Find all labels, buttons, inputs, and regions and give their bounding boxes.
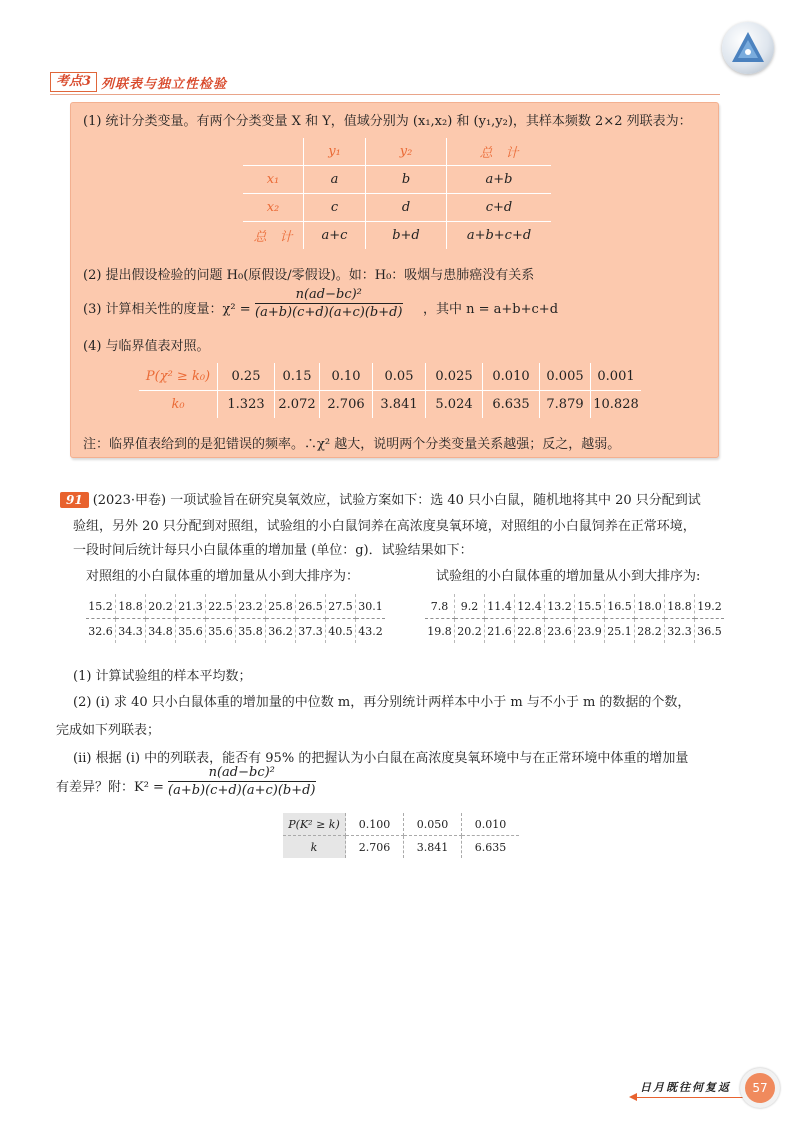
contingency-row (243, 166, 551, 194)
data-cell: 35.6 (176, 619, 206, 644)
k-critical-p-row (283, 813, 519, 836)
data-cell: 32.6 (86, 619, 116, 644)
k-critical-k-value: 3.841 (404, 836, 462, 859)
data-cell: 40.5 (326, 619, 356, 644)
footer-line (636, 1097, 744, 1098)
chi-square-denominator: (a+b)(c+d)(a+c)(b+d) (255, 305, 403, 320)
data-cell: 19.8 (425, 619, 455, 644)
control-row (86, 619, 385, 644)
data-cell: 35.8 (236, 619, 266, 644)
critical-p-row (139, 363, 641, 391)
data-cell: 34.3 (116, 619, 146, 644)
test-row (425, 619, 724, 644)
section-title: 列联表与独立性检验 (101, 76, 228, 92)
panel-item-1: (1) 统计分类变量。有两个分类变量 X 和 Y，值域分别为 (x₁,x₂) 和 (y₁,y₂)，其样本频数 2×2 列联表为： (83, 114, 692, 129)
critical-k-value: 7.879 (540, 391, 591, 419)
test-group-title: 试验组的小白鼠体重的增加量从小到大排序为: (436, 569, 701, 584)
critical-p-value: 0.025 (426, 363, 483, 391)
data-cell: 25.8 (266, 594, 296, 619)
data-cell: 16.5 (605, 594, 635, 619)
question-part-1: (1) 计算试验组的样本平均数； (73, 669, 252, 684)
critical-k-value: 5.024 (426, 391, 483, 419)
data-cell: 30.1 (356, 594, 386, 619)
knowledge-panel (70, 102, 719, 458)
data-cell: 20.2 (455, 619, 485, 644)
data-cell: 9.2 (455, 594, 485, 619)
panel-item-4: (4) 与临界值表对照。 (83, 339, 210, 354)
critical-value-table (139, 363, 641, 418)
section-tag: 考点3 (50, 72, 97, 92)
panel-item-3-prefix: (3) 计算相关性的度量：χ² = (83, 302, 251, 317)
k-critical-p-value: 0.100 (346, 813, 404, 836)
data-cell: 11.4 (485, 594, 515, 619)
question-part-2a: (2) (ⅰ) 求 40 只小白鼠体重的增加量的中位数 m，再分别统计两样本中小于 m 与不小于 m 的数据的个数， (73, 695, 691, 710)
contingency-cell: d (366, 194, 447, 222)
question-part-3b: 有差异？附：K² = (56, 780, 164, 795)
corner-badge-icon (722, 22, 774, 74)
data-cell: 36.2 (266, 619, 296, 644)
data-cell: 22.5 (206, 594, 236, 619)
question-number-badge: 91 (60, 492, 89, 508)
critical-p-value: 0.25 (218, 363, 275, 391)
contingency-header-cell (243, 138, 304, 166)
data-cell: 15.5 (575, 594, 605, 619)
contingency-cell: c+d (447, 194, 552, 222)
k-square-formula (168, 765, 316, 798)
data-cell: 18.8 (665, 594, 695, 619)
critical-p-value: 0.15 (275, 363, 320, 391)
critical-k-value: 1.323 (218, 391, 275, 419)
section-header (50, 72, 227, 92)
control-group-title: 对照组的小白鼠体重的增加量从小到大排序为： (86, 569, 360, 584)
contingency-header-row (243, 138, 551, 166)
k-square-denominator: (a+b)(c+d)(a+c)(b+d) (168, 783, 316, 798)
k-square-numerator: n(ad−bc)² (168, 765, 316, 782)
data-cell: 21.3 (176, 594, 206, 619)
data-cell: 19.2 (695, 594, 725, 619)
contingency-cell: b+d (366, 222, 447, 250)
data-cell: 34.8 (146, 619, 176, 644)
k-critical-p-label: P(K² ≥ k) (283, 813, 346, 836)
test-row (425, 594, 724, 619)
data-cell: 23.6 (545, 619, 575, 644)
k-critical-k-label: k (283, 836, 346, 859)
critical-p-value: 0.05 (373, 363, 426, 391)
contingency-row-label: x₂ (243, 194, 304, 222)
contingency-cell: a+c (304, 222, 366, 250)
k-critical-k-value: 2.706 (346, 836, 404, 859)
contingency-row (243, 222, 551, 250)
contingency-row-label: x₁ (243, 166, 304, 194)
data-cell: 36.5 (697, 624, 722, 638)
triangle-logo-icon (728, 28, 768, 68)
critical-p-value: 0.10 (320, 363, 373, 391)
k-critical-table (283, 813, 519, 858)
chi-square-numerator: n(ad−bc)² (255, 287, 403, 304)
question-line-3: 一段时间后统计每只小白鼠体重的增加量 (单位：g)．试验结果如下： (73, 543, 473, 558)
data-cell: 12.4 (515, 594, 545, 619)
k-critical-p-value: 0.010 (462, 813, 520, 836)
contingency-row-label: 总 计 (243, 222, 304, 250)
test-group-table (425, 594, 724, 643)
data-cell: 18.0 (635, 594, 665, 619)
panel-item-2: (2) 提出假设检验的问题 H₀(原假设/零假设)。如：H₀：吸烟与患肺癌没有关系 (83, 268, 535, 283)
contingency-header-cell: 总 计 (447, 138, 552, 166)
critical-k-value: 6.635 (483, 391, 540, 419)
page-number-badge (740, 1068, 780, 1108)
footer-motto: 日月既往何复返 (640, 1081, 731, 1094)
question-part-3a: (ⅱ) 根据 (i) 中的列联表，能否有 95% 的把握认为小白鼠在高浓度臭氧环境中与在正常环境中体重的增加量 (73, 751, 689, 766)
critical-p-label: P(χ² ≥ k₀) (139, 363, 218, 391)
chi-square-formula (255, 287, 403, 320)
k-critical-k-value: 6.635 (474, 840, 507, 854)
data-cell: 43.2 (358, 624, 383, 638)
page-number: 57 (745, 1073, 775, 1103)
question-line-1 (60, 489, 701, 508)
contingency-cell: a+b (447, 166, 552, 194)
data-cell: 13.2 (545, 594, 575, 619)
data-cell: 20.2 (146, 594, 176, 619)
k-critical-k-row (283, 836, 519, 859)
data-cell: 23.2 (236, 594, 266, 619)
contingency-cell: c (304, 194, 366, 222)
data-cell: 26.5 (296, 594, 326, 619)
critical-p-value: 0.005 (540, 363, 591, 391)
contingency-cell: a+b+c+d (466, 228, 532, 243)
data-cell: 22.8 (515, 619, 545, 644)
panel-item-3-suffix: ，其中 n = a+b+c+d (423, 302, 559, 317)
question-stem-1: (2023·甲卷) 一项试验旨在研究臭氧效应，试验方案如下：选 40 只小白鼠，随机地将其中 20 只分配到试 (92, 493, 701, 508)
contingency-header-cell: y₁ (304, 138, 366, 166)
contingency-row (243, 194, 551, 222)
contingency-cell: b (366, 166, 447, 194)
control-group-table (86, 594, 385, 643)
data-cell: 37.3 (296, 619, 326, 644)
control-row (86, 594, 385, 619)
data-cell: 21.6 (485, 619, 515, 644)
data-cell: 27.5 (326, 594, 356, 619)
contingency-table (243, 138, 551, 249)
data-cell: 25.1 (605, 619, 635, 644)
data-cell: 15.2 (86, 594, 116, 619)
data-cell: 7.8 (425, 594, 455, 619)
critical-p-value: 0.001 (591, 363, 642, 391)
data-cell: 23.9 (575, 619, 605, 644)
critical-k-value: 10.828 (593, 397, 639, 412)
critical-k-value: 3.841 (373, 391, 426, 419)
critical-k-row (139, 391, 641, 419)
question-line-2: 验组，另外 20 只分配到对照组，试验组的小白鼠饲养在高浓度臭氧环境，对照组的小白鼠饲养在正常环境， (73, 519, 696, 534)
data-cell: 35.6 (206, 619, 236, 644)
k-critical-p-value: 0.050 (404, 813, 462, 836)
contingency-cell: a (304, 166, 366, 194)
contingency-header-cell: y₂ (366, 138, 447, 166)
section-divider (50, 94, 720, 95)
critical-k-value: 2.072 (275, 391, 320, 419)
critical-k-label: k₀ (139, 391, 218, 419)
critical-k-value: 2.706 (320, 391, 373, 419)
data-cell: 18.8 (116, 594, 146, 619)
question-part-2b: 完成如下列联表； (56, 723, 161, 738)
panel-note: 注：临界值表给到的是犯错误的频率。∴χ² 越大，说明两个分类变量关系越强；反之，越弱。 (83, 437, 621, 452)
data-cell: 32.3 (665, 619, 695, 644)
data-cell: 28.2 (635, 619, 665, 644)
critical-p-value: 0.010 (483, 363, 540, 391)
